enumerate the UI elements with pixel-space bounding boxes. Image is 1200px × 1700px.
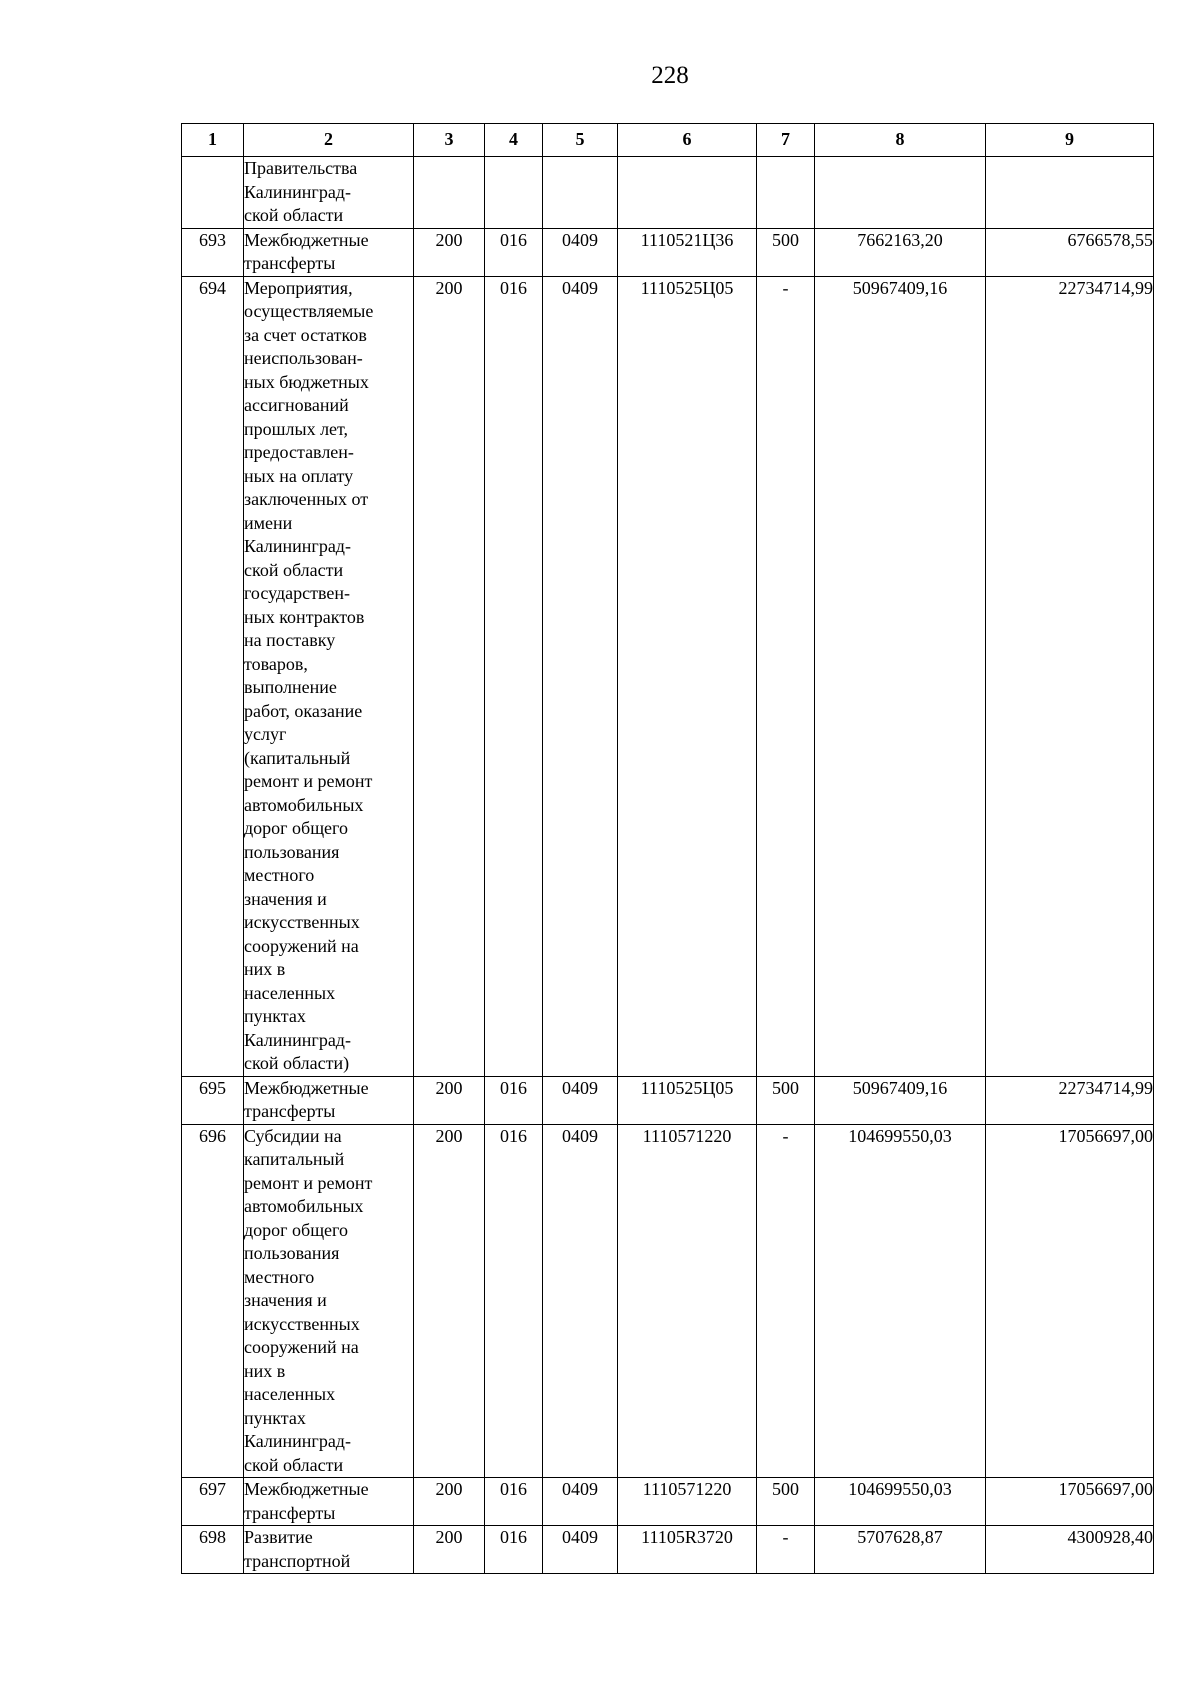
column-header: 8 xyxy=(815,124,986,157)
row-number: 694 xyxy=(182,276,244,1076)
amount-col-8: 5707628,87 xyxy=(815,1526,986,1574)
description-line: трансферты xyxy=(244,1502,336,1523)
description-line: ской области) xyxy=(244,1053,350,1073)
code-col-3: 200 xyxy=(414,1478,485,1526)
description-line: сооружений на xyxy=(244,935,359,956)
description-line: услуг xyxy=(244,724,287,744)
code-col-4: 016 xyxy=(485,1526,543,1574)
description-line: местного xyxy=(244,1266,315,1287)
description-line: Межбюджетные xyxy=(244,1479,369,1499)
code-col-7: 500 xyxy=(757,1076,815,1124)
amount-col-9: 17056697,00 xyxy=(986,1478,1154,1526)
description-line: ской области xyxy=(244,1454,344,1475)
code-col-5 xyxy=(543,157,618,229)
code-col-6: 1110571220 xyxy=(618,1478,757,1526)
description-line: (капитальный xyxy=(244,747,351,768)
column-header: 5 xyxy=(543,124,618,157)
code-col-6: 1110525Ц05 xyxy=(618,1076,757,1124)
description-line: имени xyxy=(244,512,293,533)
code-col-7 xyxy=(757,157,815,229)
description-line: Калининград- xyxy=(244,1431,351,1451)
description-line: заключенных от xyxy=(244,489,369,509)
code-col-6 xyxy=(618,157,757,229)
item-description xyxy=(244,228,414,276)
description-line: сооружений на xyxy=(244,1337,359,1357)
code-col-3: 200 xyxy=(414,1076,485,1124)
description-line: ных на оплату xyxy=(244,465,354,486)
code-col-7: - xyxy=(757,1526,815,1574)
code-col-4: 016 xyxy=(485,1478,543,1526)
description-line: дорог общего xyxy=(244,818,348,838)
code-col-6: 1110521Ц36 xyxy=(618,228,757,276)
description-line: предоставлен- xyxy=(244,442,354,462)
description-line: Калининград- xyxy=(244,181,351,202)
item-description xyxy=(244,157,414,229)
code-col-5: 0409 xyxy=(543,276,618,1076)
column-header: 3 xyxy=(414,124,485,157)
amount-col-8: 50967409,16 xyxy=(815,1076,986,1124)
row-number: 696 xyxy=(182,1124,244,1478)
column-header: 6 xyxy=(618,124,757,157)
amount-col-9 xyxy=(986,157,1154,229)
code-col-7: - xyxy=(757,1124,815,1478)
description-line: прошлых лет, xyxy=(244,418,349,439)
item-description xyxy=(244,1526,414,1574)
description-line: государствен- xyxy=(244,583,351,603)
table-row xyxy=(182,1478,1154,1526)
code-col-3: 200 xyxy=(414,1124,485,1478)
description-line: ных контрактов xyxy=(244,606,365,627)
code-col-7: 500 xyxy=(757,228,815,276)
amount-col-9: 17056697,00 xyxy=(986,1124,1154,1478)
code-col-5: 0409 xyxy=(543,1076,618,1124)
code-col-5: 0409 xyxy=(543,228,618,276)
description-line: Субсидии на xyxy=(244,1125,342,1146)
code-col-7: 500 xyxy=(757,1478,815,1526)
table-row xyxy=(182,1124,1154,1478)
column-header: 2 xyxy=(244,124,414,157)
description-line: товаров, xyxy=(244,653,308,674)
row-number: 698 xyxy=(182,1526,244,1574)
amount-col-9: 22734714,99 xyxy=(986,1076,1154,1124)
description-line: пользования xyxy=(244,1243,340,1263)
description-line: Межбюджетные xyxy=(244,1077,369,1098)
description-line: ремонт и ремонт xyxy=(244,771,373,791)
row-number: 693 xyxy=(182,228,244,276)
description-line: Правительства xyxy=(244,158,358,178)
description-line: ремонт и ремонт xyxy=(244,1172,373,1193)
budget-table xyxy=(181,123,1154,1574)
description-line: Калининград- xyxy=(244,1029,351,1050)
amount-col-8 xyxy=(815,157,986,229)
table-row xyxy=(182,276,1154,1076)
description-line: искусственных xyxy=(244,912,360,932)
column-header: 1 xyxy=(182,124,244,157)
description-line: них в xyxy=(244,1360,286,1381)
description-line: на поставку xyxy=(244,630,336,650)
description-line: трансферты xyxy=(244,253,336,273)
amount-col-9: 6766578,55 xyxy=(986,228,1154,276)
table-row xyxy=(182,157,1154,229)
code-col-7: - xyxy=(757,276,815,1076)
item-description xyxy=(244,1478,414,1526)
code-col-6: 11105R3720 xyxy=(618,1526,757,1574)
item-description xyxy=(244,1124,414,1478)
amount-col-8: 104699550,03 xyxy=(815,1478,986,1526)
code-col-5: 0409 xyxy=(543,1526,618,1574)
code-col-4: 016 xyxy=(485,276,543,1076)
code-col-3: 200 xyxy=(414,276,485,1076)
description-line: неиспользован- xyxy=(244,348,363,368)
code-col-4 xyxy=(485,157,543,229)
description-line: населенных xyxy=(244,1384,336,1404)
description-line: населенных xyxy=(244,982,336,1003)
description-line: местного xyxy=(244,865,315,885)
table-body xyxy=(182,157,1154,1574)
header-row xyxy=(182,124,1154,157)
table-row xyxy=(182,1076,1154,1124)
amount-col-8: 7662163,20 xyxy=(815,228,986,276)
code-col-6: 1110525Ц05 xyxy=(618,276,757,1076)
description-line: ской области xyxy=(244,205,344,225)
row-number xyxy=(182,157,244,229)
table-row xyxy=(182,228,1154,276)
description-line: работ, оказание xyxy=(244,700,363,721)
description-line: значения и xyxy=(244,888,327,909)
description-line: осуществляемые xyxy=(244,301,374,321)
item-description xyxy=(244,276,414,1076)
description-line: автомобильных xyxy=(244,1196,364,1216)
code-col-4: 016 xyxy=(485,1076,543,1124)
description-line: автомобильных xyxy=(244,794,364,815)
description-line: ассигнований xyxy=(244,395,349,415)
code-col-3: 200 xyxy=(414,1526,485,1574)
description-line: Межбюджетные xyxy=(244,229,369,250)
table-row xyxy=(182,1526,1154,1574)
row-number: 697 xyxy=(182,1478,244,1526)
item-description xyxy=(244,1076,414,1124)
amount-col-8: 104699550,03 xyxy=(815,1124,986,1478)
code-col-3 xyxy=(414,157,485,229)
description-line: за счет остатков xyxy=(244,324,367,345)
code-col-4: 016 xyxy=(485,1124,543,1478)
code-col-5: 0409 xyxy=(543,1478,618,1526)
code-col-6: 1110571220 xyxy=(618,1124,757,1478)
description-line: транспортной xyxy=(244,1550,351,1571)
description-line: выполнение xyxy=(244,677,337,697)
description-line: пунктах xyxy=(244,1407,306,1428)
description-line: пунктах xyxy=(244,1006,306,1026)
code-col-4: 016 xyxy=(485,228,543,276)
column-header: 7 xyxy=(757,124,815,157)
page-number: 228 xyxy=(651,62,689,89)
column-header: 4 xyxy=(485,124,543,157)
description-line: значения и xyxy=(244,1290,327,1310)
description-line: них в xyxy=(244,959,286,979)
description-line: капитальный xyxy=(244,1149,345,1169)
code-col-5: 0409 xyxy=(543,1124,618,1478)
description-line: Калининград- xyxy=(244,536,351,556)
column-header: 9 xyxy=(986,124,1154,157)
description-line: Мероприятия, xyxy=(244,277,353,298)
description-line: ных бюджетных xyxy=(244,371,369,392)
amount-col-8: 50967409,16 xyxy=(815,276,986,1076)
description-line: Развитие xyxy=(244,1527,313,1547)
row-number: 695 xyxy=(182,1076,244,1124)
description-line: пользования xyxy=(244,841,340,862)
code-col-3: 200 xyxy=(414,228,485,276)
description-line: ской области xyxy=(244,559,344,580)
description-line: трансферты xyxy=(244,1101,336,1121)
amount-col-9: 22734714,99 xyxy=(986,276,1154,1076)
description-line: дорог общего xyxy=(244,1219,348,1240)
description-line: искусственных xyxy=(244,1313,360,1334)
amount-col-9: 4300928,40 xyxy=(986,1526,1154,1574)
